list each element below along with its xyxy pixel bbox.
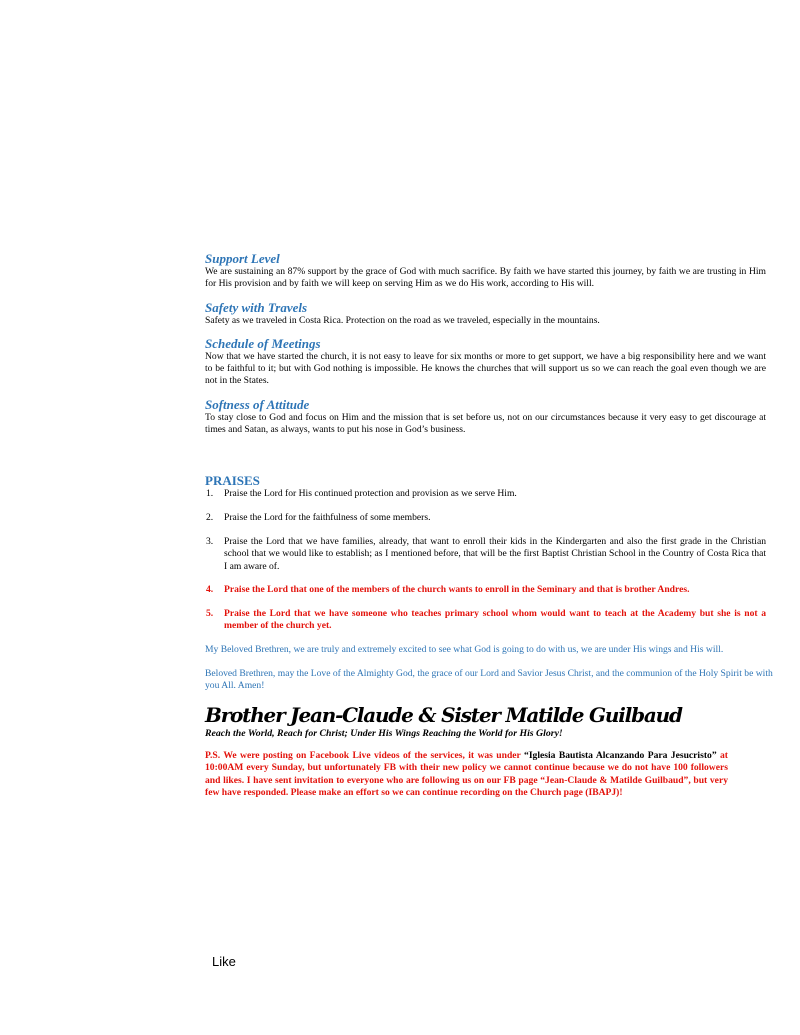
praises-list: [205, 488, 766, 632]
like-button[interactable]: Like: [212, 954, 236, 969]
section-softness-attitude: [205, 398, 766, 437]
praise-item: [205, 536, 766, 573]
praise-text: Praise the Lord that we have someone who teaches primary school whom would want to teach at the Academy but she is not a member of the church yet.: [224, 608, 766, 632]
praise-number: 4.: [206, 584, 214, 596]
tagline: Reach the World, Reach for Christ; Under His Wings Reaching the World for His Glory!: [205, 728, 563, 740]
praise-number: 2.: [206, 512, 214, 524]
closing-line-2: Beloved Brethren, may the Love of the Almighty God, the grace of our Lord and Savior Jesus Christ, and the communion of the Holy Spirit be with you All. Amen!: [205, 667, 773, 691]
praise-text: Praise the Lord that we have families, already, that want to enroll their kids in the Kindergarten and also the first grade in the Christian school that we would like to establish; as I mentioned before, that will be the first Baptist Christian School in the Country of Costa Rica that I am aware of.: [224, 535, 766, 572]
closing-line-1: My Beloved Brethren, we are truly and extremely excited to see what God is going to do with us, we are under His wings and His will.: [205, 644, 724, 656]
praise-text: Praise the Lord for the faithfulness of some members.: [224, 512, 431, 524]
ps-note: [205, 750, 728, 799]
praise-number: 1.: [206, 488, 214, 500]
section-support-level: [205, 252, 766, 291]
ps-page-name: “Iglesia Bautista Alcanzando Para Jesucristo”: [524, 750, 717, 762]
ps-part-1: P.S. We were posting on Facebook Live videos of the services, it was under: [205, 750, 525, 762]
section-text: We are sustaining an 87% support by the grace of God with much sacrifice. By faith we have started this journey, by faith we are trusting in Him for His provision and by faith we will keep on serving Him as we do His work, according to His will.: [205, 266, 766, 290]
praise-item: [205, 512, 766, 524]
section-heading: Schedule of Meetings: [205, 335, 321, 351]
praises-title: PRAISES: [205, 473, 260, 489]
praise-item: [205, 488, 766, 500]
section-heading: Support Level: [205, 251, 280, 266]
praise-text: Praise the Lord that one of the members of the church wants to enroll in the Seminary and that is brother Andres.: [224, 584, 690, 596]
praise-number: 5.: [206, 608, 214, 620]
signature: Brother Jean-Claude & Sister Matilde Guilbaud: [205, 703, 682, 728]
section-heading: Softness of Attitude: [205, 396, 310, 412]
section-safety-travels: [205, 301, 766, 327]
document-body: [205, 251, 773, 799]
praise-text: Praise the Lord for His continued protection and provision as we serve Him.: [224, 488, 517, 500]
praise-item: [205, 608, 766, 633]
section-text: Safety as we traveled in Costa Rica. Protection on the road as we traveled, especially in the mountains.: [205, 314, 600, 326]
section-text: To stay close to God and focus on Him and the mission that is set before us, not on our circumstances because it very easy to get discourage at times and Satan, as always, wants to put his nose in God’s business.: [205, 411, 766, 436]
ps-part-3: at 10:00AM every Sunday, but unfortunately FB with their new policy we cannot continue because we do not have 100 followers and likes. I have sent invitation to everyone who are following us on our FB page “Jean-Claude & Matilde Guilbaud”, but very few have responded. Please make an effort so we can continue recording on the Church page (IBAPJ)!: [205, 750, 728, 799]
section-heading: Safety with Travels: [205, 299, 308, 315]
section-schedule-meetings: [205, 337, 766, 388]
section-text: Now that we have started the church, it is not easy to leave for six months or more to get support, we have a big responsibility here and we want to be faithful to it; but with God nothing is impossible. He knows the churches that will support us so we can reach the goal even though we are not in the States.: [205, 350, 766, 387]
praise-number: 3.: [206, 535, 214, 547]
praise-item: [205, 584, 766, 596]
